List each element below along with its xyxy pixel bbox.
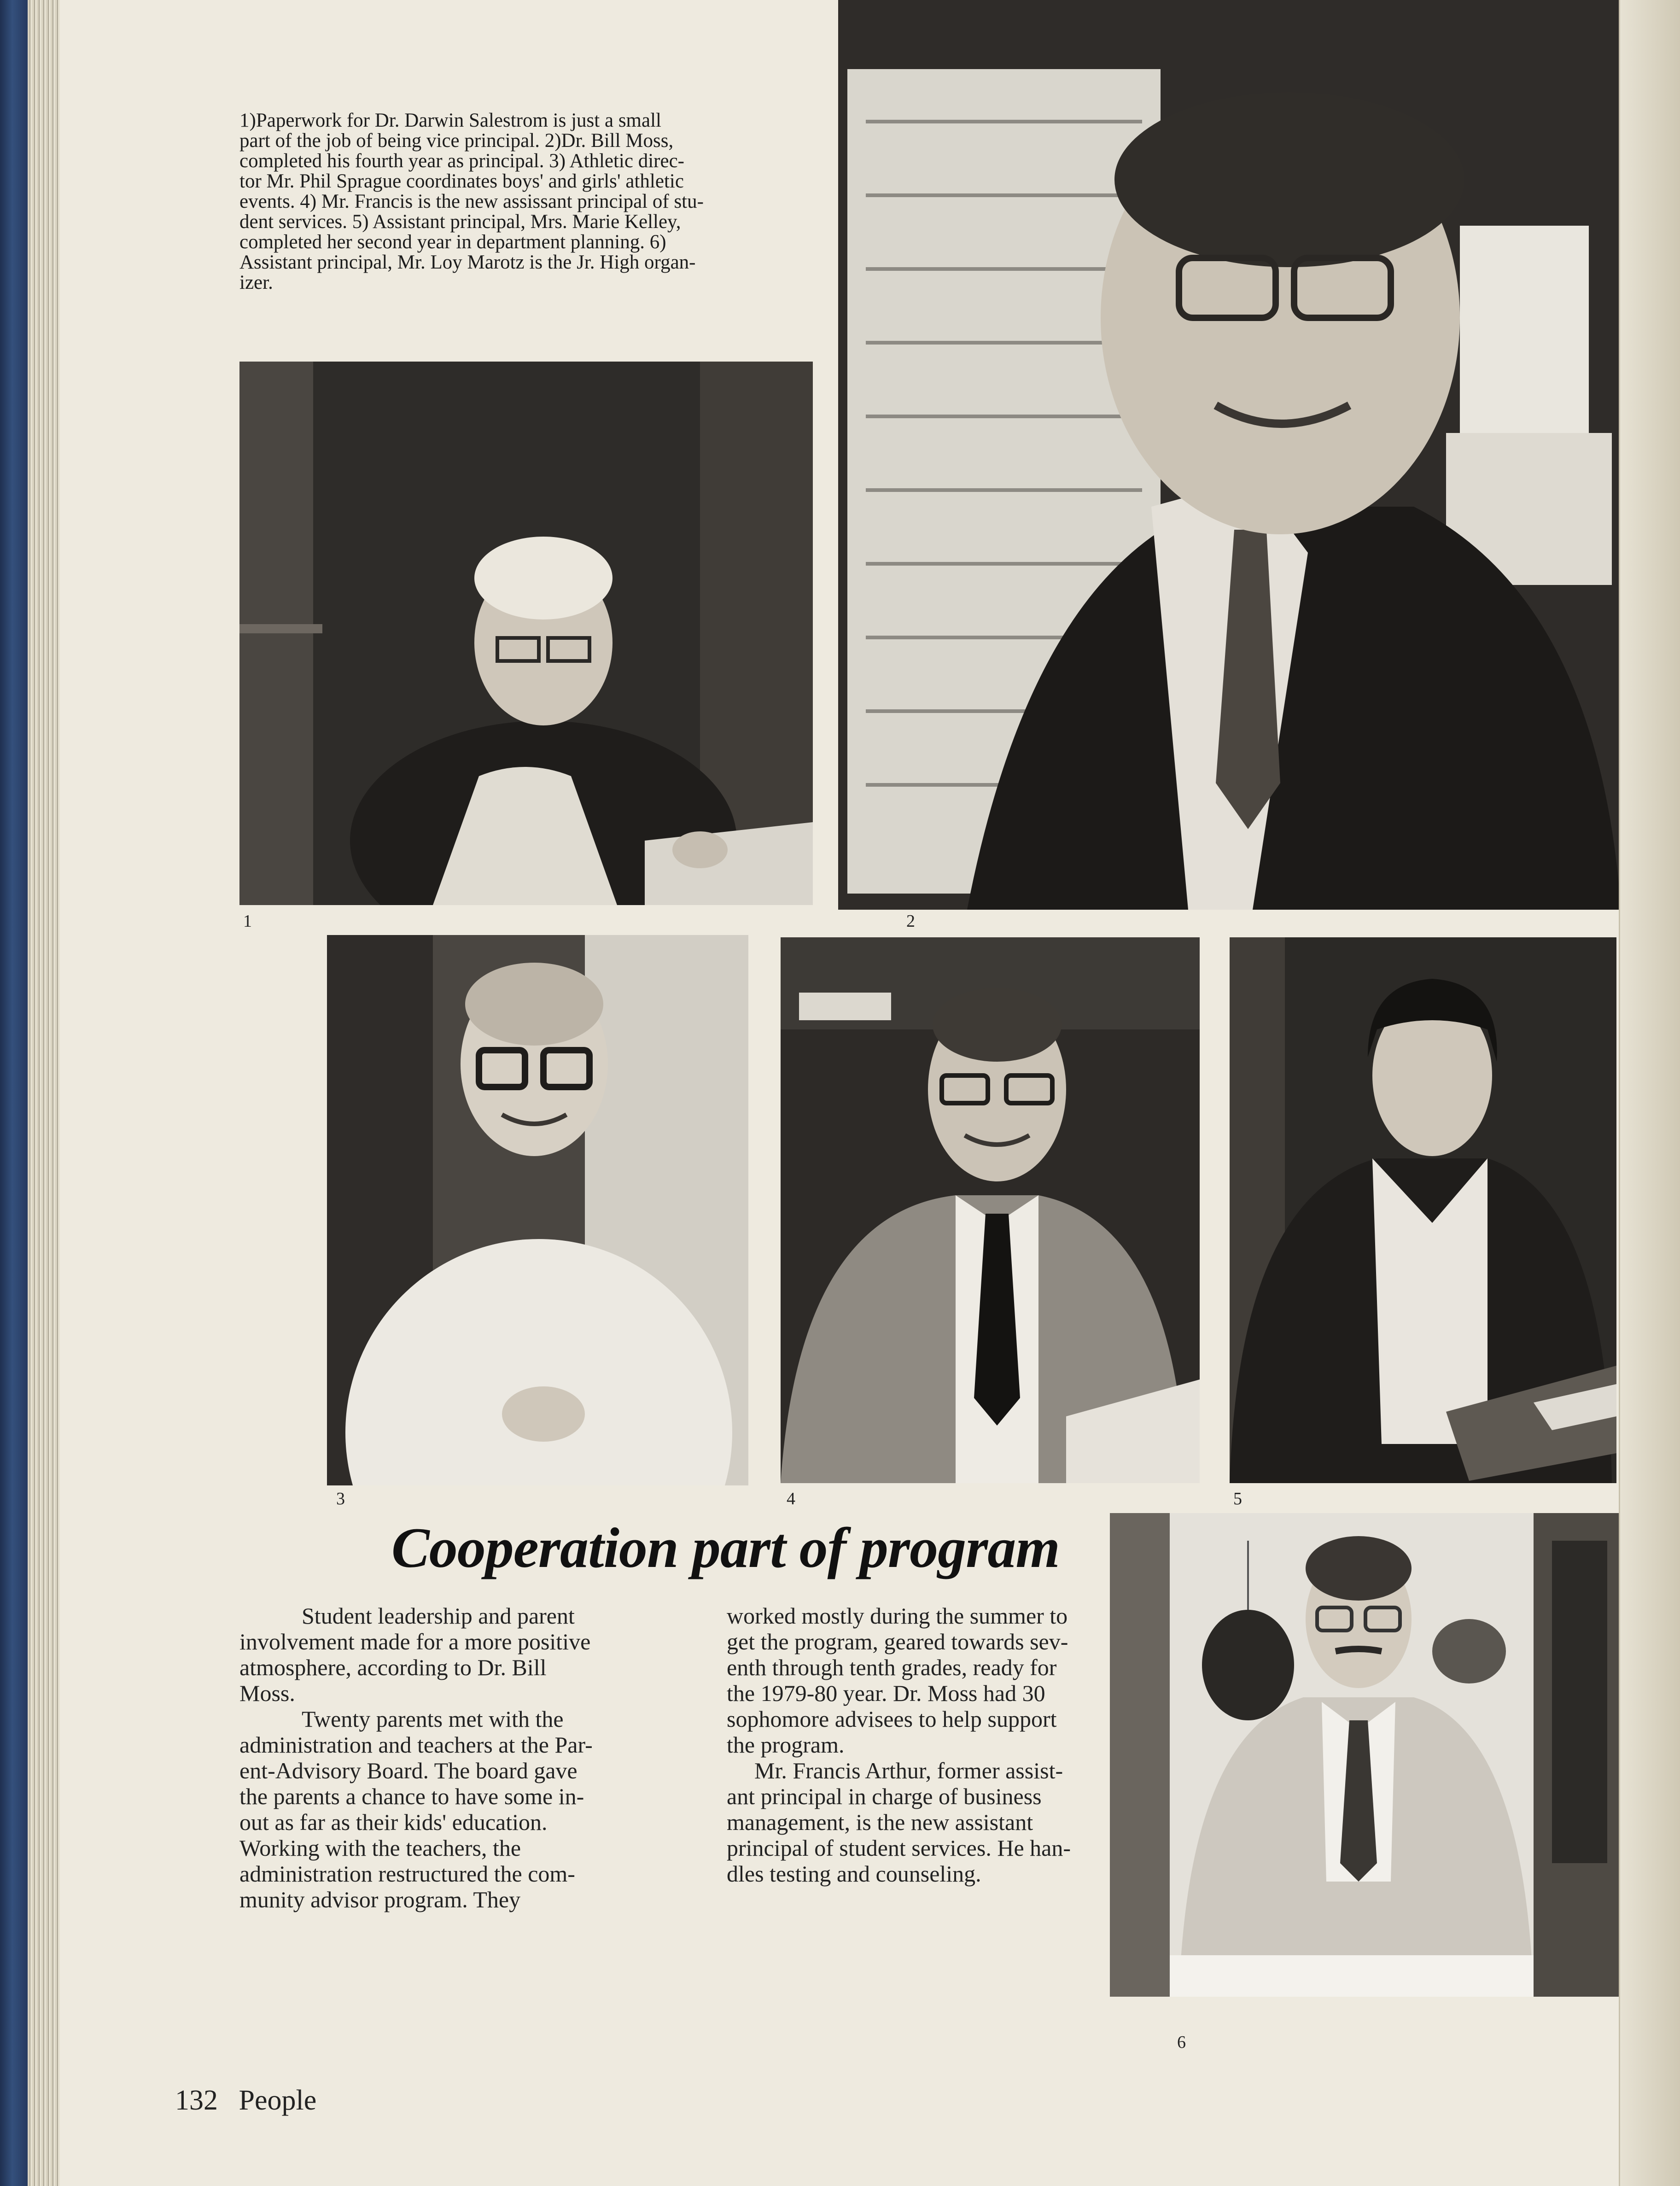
photo-2-moss xyxy=(838,0,1680,910)
page-edges xyxy=(28,0,60,2186)
text-line: out as far as their kids' education. xyxy=(239,1809,548,1835)
section-name: People xyxy=(239,2085,317,2116)
photo-number: 2 xyxy=(906,912,915,931)
yearbook-page xyxy=(60,0,1680,2186)
text-line: the program. xyxy=(727,1732,845,1758)
article-column-1 xyxy=(239,1603,700,1912)
page-right-edge xyxy=(1619,0,1680,2186)
text-line: Student leadership and parent xyxy=(302,1603,575,1629)
page-footer xyxy=(175,2084,316,2117)
text-line: administration and teachers at the Par- xyxy=(239,1732,593,1758)
text-line: ant principal in charge of business xyxy=(727,1783,1042,1809)
photo-number: 1 xyxy=(243,912,252,931)
caption-line: tor Mr. Phil Sprague coordinates boys' and girls' athletic xyxy=(239,170,684,192)
text-line: atmosphere, according to Dr. Bill xyxy=(239,1654,547,1680)
photo-3-sprague xyxy=(327,935,748,1485)
photo-number: 4 xyxy=(787,1489,795,1508)
photo-number: 5 xyxy=(1233,1489,1242,1508)
text-line: dles testing and counseling. xyxy=(727,1861,981,1887)
photo-6-marotz xyxy=(1110,1513,1619,1997)
text-line: administration restructured the com- xyxy=(239,1861,575,1887)
caption-line: completed his fourth year as principal. 3) Athletic direc- xyxy=(239,150,684,172)
caption-line: dent services. 5) Assistant principal, Mrs. Marie Kelley, xyxy=(239,211,681,233)
text-line: principal of student services. He han- xyxy=(727,1835,1071,1861)
text-line: sophomore advisees to help support xyxy=(727,1706,1057,1732)
text-line: Mr. Francis Arthur, former assist- xyxy=(754,1758,1063,1783)
text-line: Working with the teachers, the xyxy=(239,1835,521,1861)
photo-1-salestrom xyxy=(239,362,813,905)
caption-line: 1)Paperwork for Dr. Darwin Salestrom is just a small xyxy=(239,110,661,131)
text-line: get the program, geared towards sev- xyxy=(727,1629,1068,1654)
caption-line: events. 4) Mr. Francis is the new assissant principal of stu- xyxy=(239,191,704,212)
photo-number: 3 xyxy=(336,1489,345,1508)
text-line: management, is the new assistant xyxy=(727,1809,1033,1835)
text-line: Moss. xyxy=(239,1680,295,1706)
photo-captions xyxy=(239,111,875,293)
book-spine xyxy=(0,0,28,2186)
text-line: Twenty parents met with the xyxy=(302,1706,564,1732)
photo-4-francis xyxy=(781,937,1200,1483)
caption-line: part of the job of being vice principal. 2)Dr. Bill Moss, xyxy=(239,130,674,152)
text-line: the parents a chance to have some in- xyxy=(239,1783,584,1809)
text-line: ent-Advisory Board. The board gave xyxy=(239,1758,578,1783)
text-line: worked mostly during the summer to xyxy=(727,1603,1068,1629)
text-line: the 1979-80 year. Dr. Moss had 30 xyxy=(727,1680,1045,1706)
text-line: munity advisor program. They xyxy=(239,1887,521,1912)
text-line: involvement made for a more positive xyxy=(239,1629,591,1654)
article-headline: Cooperation part of program xyxy=(391,1516,1060,1579)
page-number: 132 xyxy=(175,2085,218,2116)
caption-line: Assistant principal, Mr. Loy Marotz is the Jr. High organ- xyxy=(239,251,696,273)
article-column-2 xyxy=(727,1603,1141,1887)
photo-number: 6 xyxy=(1177,2033,1186,2052)
caption-line: completed her second year in department planning. 6) xyxy=(239,231,666,253)
text-line: enth through tenth grades, ready for xyxy=(727,1654,1057,1680)
caption-line: izer. xyxy=(239,272,273,293)
photo-5-kelley xyxy=(1230,937,1616,1483)
